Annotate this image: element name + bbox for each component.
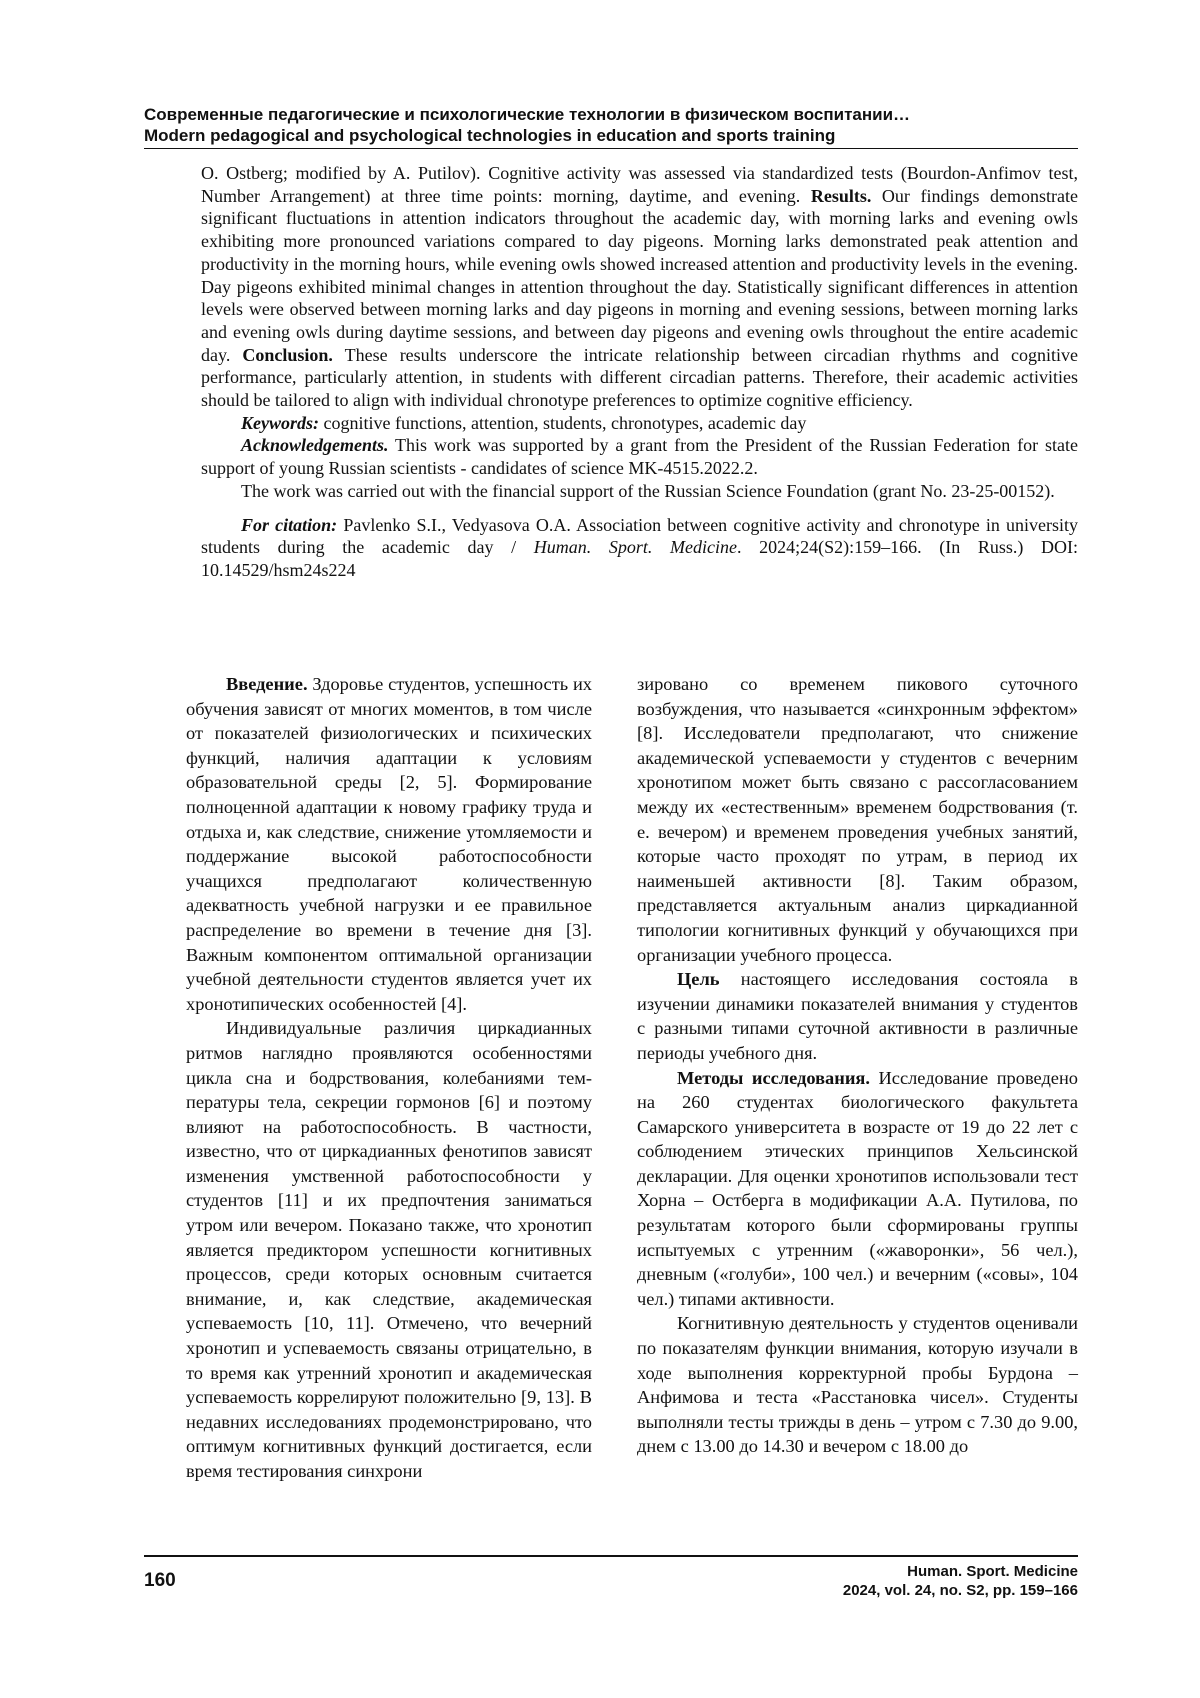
abstract-text-2: Our findings demonstrate significant fluctuations in attention indicators throughout the academic day, with morning larks and evening owls exhibiting more pronounced variations compared to day pigeons. Morning larks demonstrated peak attention and productivity in the morning hours, while evening owls showed increased attention and productivity levels in the evening. Day pigeons exhibited minimal changes in attention throughout the day. Statistically significant differences in attention levels were observed between morning larks and day pigeons in morning and evening sessions, between morning larks and evening owls during daytime sessions, and between day pigeons and evening owls throughout the entire academic day. <box>201 185 1078 365</box>
keywords-label: Keywords: <box>241 412 319 433</box>
funding-note: The work was carried out with the financial support of the Russian Science Foundation (grant No. 23-25-00152). <box>241 480 1055 501</box>
citation-label: For citation: <box>241 514 338 535</box>
header-divider <box>144 148 1078 149</box>
running-header <box>144 104 1078 146</box>
acknowledgements-label: Acknowledgements. <box>241 435 389 456</box>
journal-info <box>843 1562 1078 1600</box>
citation-journal: Human. Sport. Medicine <box>533 537 737 558</box>
page-number: 160 <box>144 1570 176 1591</box>
footer-divider <box>144 1555 1078 1557</box>
keywords <box>201 412 1078 435</box>
circadian-paragraph: Индивидуальные различия циркадианных ритмов наглядно проявляются особенностями цикла сна и бодрствования, колебаниями температуры тела, секреции гормонов [6] и поэтому влияют на работоспособность. В частности, известно, что от циркадианных фенотипов зависят изменения умственной работоспособности у студентов [11] и их предпочтения заниматься утром или вечером. Показано также, что хронотип является предиктором успешности когнитивных процессов, среди которых основным считается внимание, и, как следствие, академическая успеваемость [10, 11]. Отмечено, что вечерний хронотип и успеваемость связаны отрицательно, в то время как утренний хронотип и академическая успеваемость коррелируют положительно [9, 13]. В недавних исследованиях продемонстрировано, что оптимум когнитивных функций достигается, если время тестирования синхрони <box>186 1018 592 1481</box>
keywords-text: cognitive functions, attention, students, chronotypes, academic day <box>319 412 807 433</box>
citation-text-a: Pavlenko S.I., Vedyasova O.A. Association between cognitive activity and chronotype in university students during the academic day / <box>201 514 1079 558</box>
citation-text-b: . 2024;24(S2):159–166. (In Russ.) DOI: 10.14529/hsm24s224 <box>201 537 1078 580</box>
methods-paragraph <box>637 1066 1078 1312</box>
aim-paragraph <box>637 967 1078 1065</box>
conclusion-label: Conclusion. <box>242 344 333 365</box>
running-header-ru: Современные педагогические и психологические технологии в физическом воспитании… <box>144 105 911 124</box>
intro-paragraph <box>186 672 592 1016</box>
cognitive-paragraph: Когнитивную деятельность у студентов оценивали по показателям функции внимания, которую изучали в ходе выполнения корректурной пробы Бурдона – Анфимова и теста «Расстановка чисел». Студенты выполняли тесты трижды в день – утром с 7.30 до 9.00, днем с 13.00 до 14.30 и вечером с 18.00 до <box>637 1313 1078 1457</box>
journal-issue: 2024, vol. 24, no. S2, pp. 159–166 <box>842 1582 1078 1599</box>
methods-text: Исследование проведено на 260 студентах биологического факультета Самарского университета в возрасте от 19 до 22 лет с соблюдением этических принципов Хельсинской декларации. Для оценки хронотипов использовали тест Хорна – Остберга в модификации А.А. Путилова, по результатам которого были сформированы группы испытуемых с утренним («жаворонки», 56 чел.), дневным («голуби», 100 чел.) и вечерним («совы», 104 чел.) типами активности. <box>637 1067 1079 1309</box>
aim-text: настоящего исследования состояла в изучении динамики показателей внимания у студентов с разными типами суточной активности в различные периоды учебного дня. <box>637 969 1078 1063</box>
acknowledgements <box>201 434 1078 479</box>
abstract-text-3: These results underscore the intricate relationship between circadian rhythms and cognitive performance, particularly attention, in students with different circadian patterns. Therefore, their academic activities should be tailored to align with individual chronotype preferences to optimize cognitive efficiency. <box>201 344 1078 411</box>
running-header-en: Modern pedagogical and psychological technologies in education and sports training <box>144 126 836 145</box>
english-abstract <box>201 162 1078 582</box>
right-column <box>637 672 1078 1459</box>
journal-name: Human. Sport. Medicine <box>907 1563 1078 1580</box>
abstract-body <box>201 162 1078 412</box>
left-column <box>186 672 592 1484</box>
intro-label: Введение. <box>226 674 308 694</box>
continuation-paragraph: зировано со временем пикового суточного возбуждения, что называется «синхронным эффектом» [8]. Исследователи предполагают, что снижение академической успеваемости у студентов с вечерним хронотипом может быть связано с рассогласованием между их «естественным» временем бодрствования (т. е. вечером) и временем проведения учебных занятий, которые часто проходят по утрам, в период их наименьшей активности [8]. Таким образом, представляется актуальным анализ циркадианной типологии когнитивных функций у обучающихся при организации учебного процесса. <box>637 674 1078 965</box>
abstract-text-1: O. Ostberg; modified by A. Putilov). Cognitive activity was assessed via standardized tests (Bourdon-Anfimov test, Number Arrangement) at three time points: morning, daytime, and evening. <box>201 163 1078 206</box>
aim-label: Цель <box>677 969 720 990</box>
methods-label: Методы исследования. <box>677 1067 870 1088</box>
acknowledgements-text: This work was supported by a grant from the President of the Russian Federation for state support of young Russian scientists - candidates of science MK-4515.2022.2. <box>201 435 1078 479</box>
citation <box>201 514 1078 582</box>
intro-text: Здоровье студентов, успешность их обучения зависят от многих моментов, в том числе от показателей физиологических и психических функций, наличия адаптации к условиям образовательной среды [2, 5]. Формирование полноценной адаптации к новому графику труда и отдыха и, как следствие, снижение утомляемости и поддержание высокой работоспособности учащихся предполагают количественную адекватность учебной нагрузки и ее правильное распределение во времени в течение дня [3]. Важным компонентом оптимальной организации учебной деятельности студентов является учет их хронотипических особенностей [4]. <box>186 674 592 1014</box>
results-label: Results. <box>810 185 872 206</box>
